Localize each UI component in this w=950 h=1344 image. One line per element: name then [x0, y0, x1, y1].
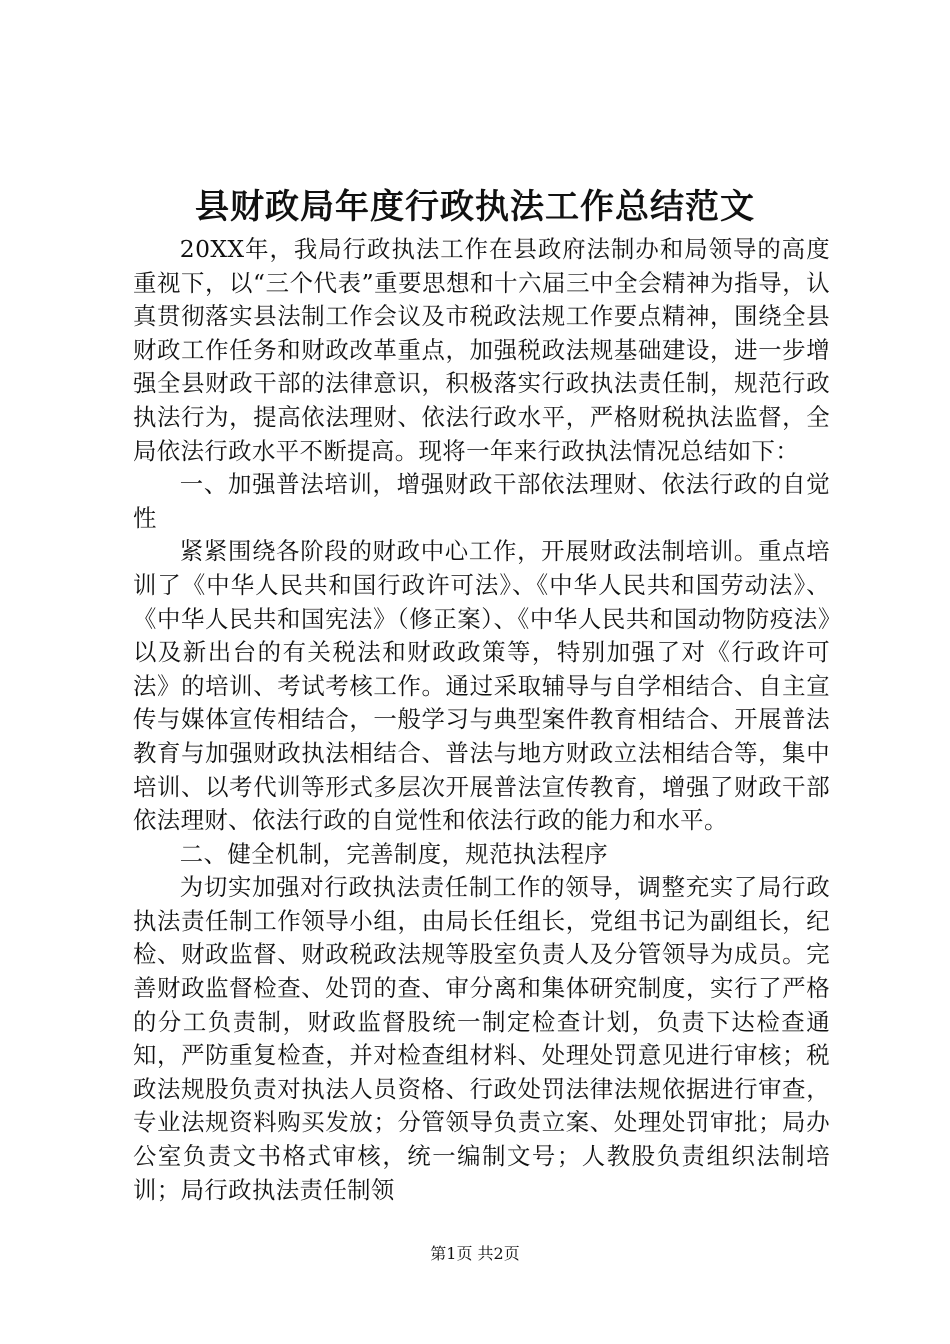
- section-heading-2: 二、健全机制，完善制度，规范执法程序: [179, 839, 609, 868]
- paragraph-section-2: 为切实加强对行政执法责任制工作的领导，调整充实了局行政执法责任制工作领导小组，由局长任组长，党组书记为副组长，纪检、财政监督、财政税政法规等股室负责人及分管领导为成员。完善财政监督检查、处罚的查、审分离和集体研究制度，实行了严格的分工负责制，财政监督股统一制定检查计划，负责下达检查通知，严防重复检查，并对检查组材料、处理处罚意见进行审核；税政法规股负责对执法人员资格、行政处罚法律法规依据进行审查，专业法规资料购买发放；分管领导负责立案、处理处罚审批；局办公室负责文书格式审核，统一编制文号；人教股负责组织法制培训；局行政执法责任制领: [133, 873, 830, 1204]
- page-footer: 第1页 共2页: [430, 1244, 520, 1263]
- paragraph-section-1: 紧紧围绕各阶段的财政中心工作，开展财政法制培训。重点培训了《中华人民共和国行政许可法》、《中华人民共和国劳动法》、《中华人民共和国宪法》（修正案）、《中华人民共和国动物防疫法》以及新出台的有关税法和财政政策等，特别加强了对《行政许可法》的培训、考试考核工作。通过采取辅导与自学相结合、自主宣传与媒体宣传相结合，一般学习与典型案件教育相结合、开展普法教育与加强财政执法相结合、普法与地方财政立法相结合等，集中培训、以考代训等形式多层次开展普法宣传教育，增强了财政干部依法理财、依法行政的自觉性和依法行政的能力和水平。: [133, 537, 830, 835]
- paragraph-intro: 20XX年，我局行政执法工作在县政府法制办和局领导的高度重视下，以“三个代表”重要思想和十六届三中全会精神为指导，认真贯彻落实县法制工作会议及市税政法规工作要点精神，围绕全县财政工作任务和财政改革重点，加强税政法规基础建设，进一步增强全县财政干部的法律意识，积极落实行政执法责任制，规范行政执法行为，提高依法理财、依法行政水平，严格财税执法监督，全局依法行政水平不断提高。现将一年来行政执法情况总结如下：: [133, 235, 830, 465]
- document-title: 县财政局年度行政执法工作总结范文: [195, 187, 755, 227]
- document-body: [133, 233, 830, 1207]
- section-heading-1: 一、加强普法培训，增强财政干部依法理财、依法行政的自觉性: [133, 470, 830, 532]
